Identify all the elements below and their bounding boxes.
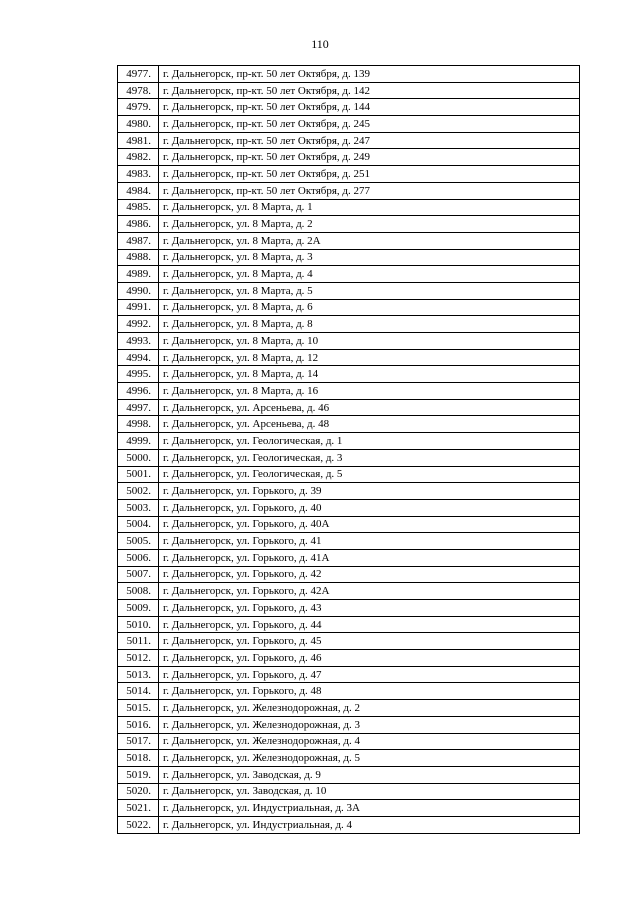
table-row <box>118 433 580 450</box>
row-number: 5001. <box>118 466 159 483</box>
row-number: 5004. <box>118 516 159 533</box>
row-address: г. Дальнегорск, ул. Железнодорожная, д. 4 <box>159 733 580 750</box>
table-row <box>118 66 580 83</box>
table-row <box>118 199 580 216</box>
row-number: 5010. <box>118 616 159 633</box>
row-address: г. Дальнегорск, пр-кт. 50 лет Октября, д. 277 <box>159 182 580 199</box>
row-number: 5009. <box>118 600 159 617</box>
row-number: 5006. <box>118 549 159 566</box>
row-address: г. Дальнегорск, ул. 8 Марта, д. 2 <box>159 216 580 233</box>
row-number: 4984. <box>118 182 159 199</box>
row-number: 4995. <box>118 366 159 383</box>
row-number: 5015. <box>118 700 159 717</box>
row-number: 4994. <box>118 349 159 366</box>
row-number: 5005. <box>118 533 159 550</box>
row-address: г. Дальнегорск, ул. 8 Марта, д. 14 <box>159 366 580 383</box>
row-address: г. Дальнегорск, ул. Заводская, д. 10 <box>159 783 580 800</box>
row-address: г. Дальнегорск, ул. Горького, д. 46 <box>159 650 580 667</box>
table-row <box>118 333 580 350</box>
row-address: г. Дальнегорск, ул. 8 Марта, д. 10 <box>159 333 580 350</box>
row-number: 4978. <box>118 82 159 99</box>
table-row <box>118 282 580 299</box>
table-row <box>118 666 580 683</box>
table-row <box>118 516 580 533</box>
row-address: г. Дальнегорск, пр-кт. 50 лет Октября, д. 251 <box>159 166 580 183</box>
table-row <box>118 299 580 316</box>
row-address: г. Дальнегорск, ул. Геологическая, д. 5 <box>159 466 580 483</box>
row-address: г. Дальнегорск, ул. Горького, д. 41А <box>159 549 580 566</box>
row-number: 4979. <box>118 99 159 116</box>
table-row <box>118 483 580 500</box>
table-row <box>118 232 580 249</box>
table-row <box>118 416 580 433</box>
row-number: 5011. <box>118 633 159 650</box>
row-address: г. Дальнегорск, ул. Горького, д. 42А <box>159 583 580 600</box>
row-address: г. Дальнегорск, ул. 8 Марта, д. 12 <box>159 349 580 366</box>
row-number: 4980. <box>118 116 159 133</box>
row-number: 5022. <box>118 816 159 833</box>
row-address: г. Дальнегорск, ул. 8 Марта, д. 3 <box>159 249 580 266</box>
row-address: г. Дальнегорск, ул. Арсеньева, д. 46 <box>159 399 580 416</box>
table-row <box>118 166 580 183</box>
row-number: 5013. <box>118 666 159 683</box>
table-row <box>118 733 580 750</box>
row-address: г. Дальнегорск, ул. Арсеньева, д. 48 <box>159 416 580 433</box>
table-row <box>118 783 580 800</box>
table-row <box>118 216 580 233</box>
table-row <box>118 82 580 99</box>
row-number: 4988. <box>118 249 159 266</box>
row-number: 4991. <box>118 299 159 316</box>
row-address: г. Дальнегорск, ул. Железнодорожная, д. 5 <box>159 750 580 767</box>
table-row <box>118 616 580 633</box>
row-number: 5008. <box>118 583 159 600</box>
row-address: г. Дальнегорск, ул. 8 Марта, д. 8 <box>159 316 580 333</box>
row-number: 4986. <box>118 216 159 233</box>
row-address: г. Дальнегорск, ул. 8 Марта, д. 4 <box>159 266 580 283</box>
row-address: г. Дальнегорск, ул. Индустриальная, д. 4 <box>159 816 580 833</box>
row-address: г. Дальнегорск, пр-кт. 50 лет Октября, д. 139 <box>159 66 580 83</box>
row-number: 5016. <box>118 716 159 733</box>
row-number: 4999. <box>118 433 159 450</box>
row-number: 4982. <box>118 149 159 166</box>
address-table-body <box>118 66 580 834</box>
row-number: 5020. <box>118 783 159 800</box>
row-number: 4987. <box>118 232 159 249</box>
row-number: 5021. <box>118 800 159 817</box>
table-row <box>118 650 580 667</box>
row-address: г. Дальнегорск, ул. Геологическая, д. 1 <box>159 433 580 450</box>
row-address: г. Дальнегорск, ул. Горького, д. 40 <box>159 499 580 516</box>
row-number: 4996. <box>118 383 159 400</box>
table-row <box>118 182 580 199</box>
row-number: 4983. <box>118 166 159 183</box>
row-address: г. Дальнегорск, ул. Горького, д. 44 <box>159 616 580 633</box>
row-address: г. Дальнегорск, ул. 8 Марта, д. 5 <box>159 282 580 299</box>
row-address: г. Дальнегорск, ул. Горького, д. 45 <box>159 633 580 650</box>
row-number: 5002. <box>118 483 159 500</box>
row-address: г. Дальнегорск, ул. Горького, д. 47 <box>159 666 580 683</box>
row-number: 5017. <box>118 733 159 750</box>
table-row <box>118 149 580 166</box>
row-address: г. Дальнегорск, ул. Железнодорожная, д. 2 <box>159 700 580 717</box>
table-row <box>118 132 580 149</box>
table-row <box>118 566 580 583</box>
row-address: г. Дальнегорск, ул. Горького, д. 40А <box>159 516 580 533</box>
row-address: г. Дальнегорск, ул. Горького, д. 43 <box>159 600 580 617</box>
row-address: г. Дальнегорск, ул. Горького, д. 39 <box>159 483 580 500</box>
table-row <box>118 249 580 266</box>
table-row <box>118 766 580 783</box>
row-address: г. Дальнегорск, ул. 8 Марта, д. 2А <box>159 232 580 249</box>
table-row <box>118 266 580 283</box>
table-row <box>118 349 580 366</box>
page-number: 110 <box>311 37 329 51</box>
row-address: г. Дальнегорск, ул. Горького, д. 42 <box>159 566 580 583</box>
table-row <box>118 116 580 133</box>
table-row <box>118 316 580 333</box>
table-row <box>118 549 580 566</box>
table-row <box>118 466 580 483</box>
row-number: 5003. <box>118 499 159 516</box>
row-address: г. Дальнегорск, ул. 8 Марта, д. 1 <box>159 199 580 216</box>
row-number: 4992. <box>118 316 159 333</box>
table-row <box>118 683 580 700</box>
row-number: 4997. <box>118 399 159 416</box>
table-row <box>118 583 580 600</box>
row-number: 5000. <box>118 449 159 466</box>
row-number: 5007. <box>118 566 159 583</box>
row-number: 4998. <box>118 416 159 433</box>
row-number: 4977. <box>118 66 159 83</box>
row-address: г. Дальнегорск, ул. Горького, д. 41 <box>159 533 580 550</box>
row-address: г. Дальнегорск, ул. Индустриальная, д. 3А <box>159 800 580 817</box>
table-row <box>118 600 580 617</box>
table-row <box>118 499 580 516</box>
address-table <box>117 65 580 834</box>
row-address: г. Дальнегорск, ул. 8 Марта, д. 16 <box>159 383 580 400</box>
row-address: г. Дальнегорск, пр-кт. 50 лет Октября, д. 249 <box>159 149 580 166</box>
row-number: 4985. <box>118 199 159 216</box>
row-address: г. Дальнегорск, ул. Заводская, д. 9 <box>159 766 580 783</box>
row-number: 5018. <box>118 750 159 767</box>
table-row <box>118 366 580 383</box>
table-row <box>118 399 580 416</box>
row-number: 4989. <box>118 266 159 283</box>
table-row <box>118 816 580 833</box>
row-number: 4990. <box>118 282 159 299</box>
row-address: г. Дальнегорск, ул. 8 Марта, д. 6 <box>159 299 580 316</box>
table-row <box>118 533 580 550</box>
row-number: 5012. <box>118 650 159 667</box>
row-number: 5014. <box>118 683 159 700</box>
row-address: г. Дальнегорск, пр-кт. 50 лет Октября, д. 144 <box>159 99 580 116</box>
table-row <box>118 700 580 717</box>
row-address: г. Дальнегорск, пр-кт. 50 лет Октября, д. 245 <box>159 116 580 133</box>
table-row <box>118 449 580 466</box>
table-row <box>118 750 580 767</box>
table-row <box>118 99 580 116</box>
row-address: г. Дальнегорск, пр-кт. 50 лет Октября, д. 142 <box>159 82 580 99</box>
row-number: 4993. <box>118 333 159 350</box>
table-row <box>118 633 580 650</box>
table-row <box>118 383 580 400</box>
table-row <box>118 800 580 817</box>
row-address: г. Дальнегорск, пр-кт. 50 лет Октября, д. 247 <box>159 132 580 149</box>
row-address: г. Дальнегорск, ул. Железнодорожная, д. 3 <box>159 716 580 733</box>
row-number: 4981. <box>118 132 159 149</box>
table-row <box>118 716 580 733</box>
row-address: г. Дальнегорск, ул. Геологическая, д. 3 <box>159 449 580 466</box>
row-address: г. Дальнегорск, ул. Горького, д. 48 <box>159 683 580 700</box>
row-number: 5019. <box>118 766 159 783</box>
